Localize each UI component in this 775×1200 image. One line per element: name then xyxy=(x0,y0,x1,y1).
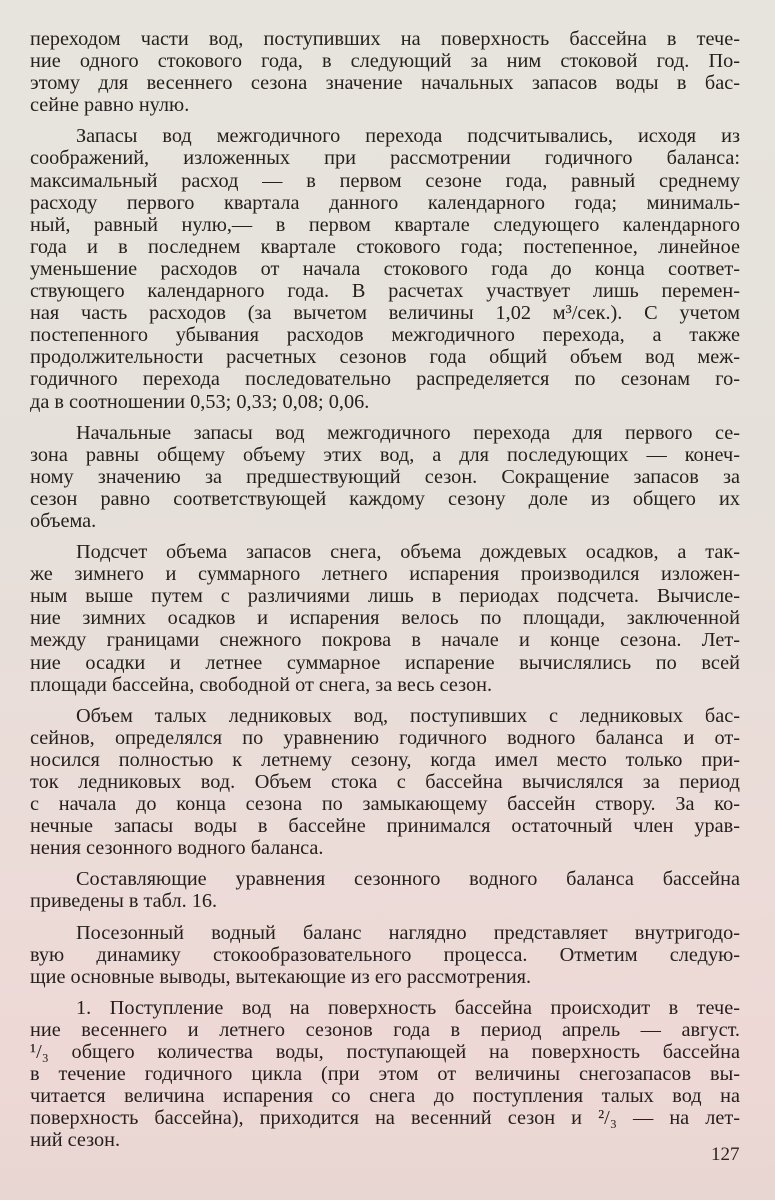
paragraph-p5 xyxy=(30,705,740,860)
text-line: этому для весеннего сезона значение начальных запасов воды в бас- xyxy=(30,72,740,95)
text-line: объема. xyxy=(30,509,97,532)
text-line: переходом части вод, поступивших на поверхность бассейна в тече- xyxy=(30,28,740,50)
text-line: ние осадки и летнее суммарное испарение вычислялись по всей xyxy=(30,651,740,674)
text-line: уменьшение расходов от начала стокового года до конца соответ- xyxy=(30,257,740,280)
text-line: поверхность бассейна), приходится на весенний сезон и ²/₃ — на лет- xyxy=(30,1107,740,1130)
text-line: ний сезон. xyxy=(30,1129,121,1152)
text-line: вую динамику стокообразовательного процесса. Отметим следую- xyxy=(30,943,740,966)
text-line: же зимнего и суммарного летнего испарения производился изложен- xyxy=(30,563,740,586)
text-line: ние весеннего и летнего сезонов года в период апрель — август. xyxy=(30,1018,740,1041)
text-line: годичного перехода последовательно распределяется по сезонам го- xyxy=(30,368,740,391)
text-line: максимальный расход — в первом сезоне года, равный среднему xyxy=(30,169,740,192)
paragraph-p4 xyxy=(30,541,740,696)
text-line: приведены в табл. 16. xyxy=(30,890,218,913)
text-line: Запасы вод межгодичного перехода подсчитывались, исходя из xyxy=(76,125,740,148)
text-line: продолжительности расчетных сезонов года общий объем вод меж- xyxy=(30,346,740,369)
text-line: между границами снежного покрова в начале и конце сезона. Лет- xyxy=(30,629,740,652)
text-line: Посезонный водный баланс наглядно представляет внутригодо- xyxy=(76,921,740,944)
paragraph-p6 xyxy=(30,868,740,912)
text-line: с начала до конца сезона по замыкающему бассейн створу. За ко- xyxy=(30,793,740,816)
page-body xyxy=(30,28,740,1161)
page-number: 127 xyxy=(711,1144,740,1165)
paragraph-p1 xyxy=(30,28,740,116)
text-line: Подсчет объема запасов снега, объема дождевых осадков, а так- xyxy=(76,541,740,564)
text-line: да в соотношении 0,53; 0,33; 0,08; 0,06. xyxy=(30,390,370,413)
text-line: носился полностью к летнему сезону, когда имел место только при- xyxy=(30,748,740,771)
paragraph-p2 xyxy=(30,125,740,412)
text-line: ток ледниковых вод. Объем стока с бассейна вычислялся за период xyxy=(30,771,740,793)
paragraph-p7 xyxy=(30,922,740,988)
text-line: Объем талых ледниковых вод, поступивших с ледниковых бас- xyxy=(76,704,740,727)
text-line: постепенного убывания расходов межгодичного перехода, а также xyxy=(30,324,740,347)
text-line: нечные запасы воды в бассейне принимался остаточный член урав- xyxy=(30,815,740,838)
text-line: сезон равно соответствующей каждому сезону доле из общего их xyxy=(30,487,740,510)
text-line: в течение годичного цикла (при этом от величины снегозапасов вы- xyxy=(30,1063,740,1086)
text-line: Начальные запасы вод межгодичного перехода для первого се- xyxy=(76,421,740,444)
text-line: ¹/₃ общего количества воды, поступающей на поверхность бассейна xyxy=(30,1041,740,1064)
text-line: 1. Поступление вод на поверхность бассейна происходит в тече- xyxy=(76,996,740,1019)
text-line: Составляющие уравнения сезонного водного баланса бассейна xyxy=(76,868,740,891)
paragraph-p3 xyxy=(30,422,740,532)
text-line: расходу первого квартала данного календарного года; минималь- xyxy=(30,191,740,214)
text-line: ная часть расходов (за вычетом величины 1,02 м³/сек.). С учетом xyxy=(30,302,740,325)
text-line: ние зимних осадков и испарения велось по площади, заключенной xyxy=(30,607,740,630)
text-line: щие основные выводы, вытекающие из его рассмотрения. xyxy=(30,965,532,988)
text-line: сейне равно нулю. xyxy=(30,94,190,117)
text-line: ным выше путем с различиями лишь в периодах подсчета. Вычисле- xyxy=(30,585,740,608)
text-line: года и в последнем квартале стокового года; постепенное, линейное xyxy=(30,235,740,258)
paragraph-p8 xyxy=(30,997,740,1152)
text-line: читается величина испарения со снега до поступления талых вод на xyxy=(30,1085,740,1108)
text-line: ние одного стокового года, в следующий за ним стоковой год. По- xyxy=(30,50,740,73)
text-line: ствующего календарного года. В расчетах участвует лишь перемен- xyxy=(30,280,740,303)
text-line: зона равны общему объему этих вод, а для последующих — конеч- xyxy=(30,443,740,466)
text-line: нения сезонного водного баланса. xyxy=(30,837,324,860)
text-line: ному значению за предшествующий сезон. Сокращение запасов за xyxy=(30,465,740,488)
text-line: сейнов, определялся по уравнению годичного водного баланса и от- xyxy=(30,726,740,749)
text-line: ный, равный нулю,— в первом квартале следующего календарного xyxy=(30,213,740,236)
text-line: соображений, изложенных при рассмотрении годичного баланса: xyxy=(30,147,740,170)
text-line: площади бассейна, свободной от снега, за весь сезон. xyxy=(30,673,493,696)
